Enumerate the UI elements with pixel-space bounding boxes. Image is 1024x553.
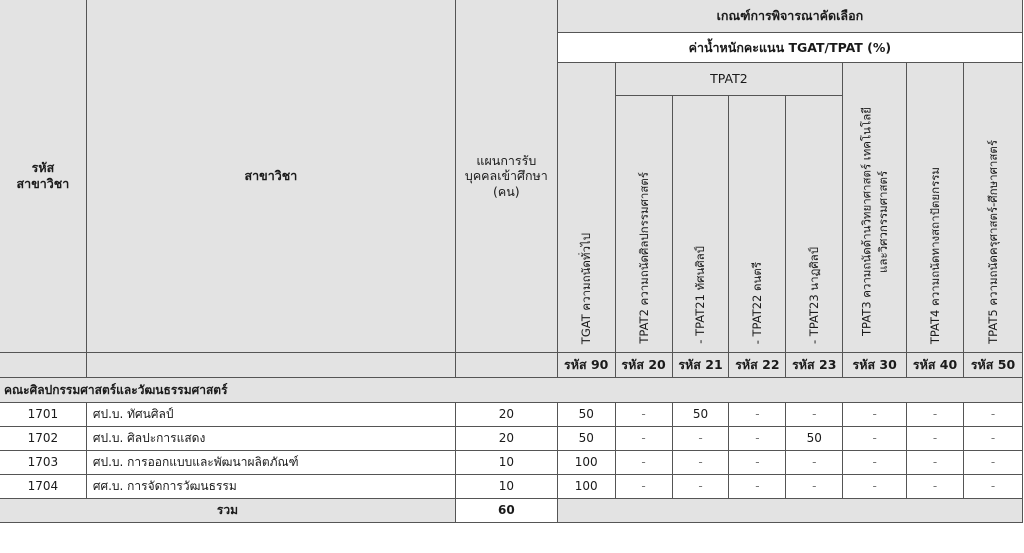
subject-code-4: รหัส 23 xyxy=(786,353,843,378)
score-cell: - xyxy=(615,451,672,475)
total-label: รวม xyxy=(0,499,455,523)
subject-code-5: รหัส 30 xyxy=(843,353,907,378)
table-row xyxy=(0,427,1023,451)
score-cell: - xyxy=(907,427,964,451)
score-cell: 100 xyxy=(557,475,615,499)
code-header: รหัส สาขาวิชา xyxy=(0,0,86,353)
score-cell: 50 xyxy=(672,403,729,427)
score-cell: - xyxy=(786,475,843,499)
subject-header-4: - TPAT23 นาฏศิลป์ xyxy=(786,96,843,353)
row-major: ศป.บ. การออกแบบและพัฒนาผลิตภัณฑ์ xyxy=(86,451,455,475)
score-cell: - xyxy=(963,451,1022,475)
row-major: ศป.บ. ทัศนศิลป์ xyxy=(86,403,455,427)
score-cell: - xyxy=(963,403,1022,427)
table-row xyxy=(0,475,1023,499)
subject-code-7: รหัส 50 xyxy=(963,353,1022,378)
subject-header-1: TPAT2 ความถนัดศิลปกรรมศาสตร์ xyxy=(615,96,672,353)
row-code: 1704 xyxy=(0,475,86,499)
score-cell: - xyxy=(963,427,1022,451)
subject-header-7: TPAT5 ความถนัดครุศาสตร์-ศึกษาศาสตร์ xyxy=(963,63,1022,353)
score-cell: - xyxy=(786,403,843,427)
score-cell: - xyxy=(907,475,964,499)
subject-code-2: รหัส 21 xyxy=(672,353,729,378)
empty-plan-cell xyxy=(455,353,557,378)
row-code: 1701 xyxy=(0,403,86,427)
subject-code-1: รหัส 20 xyxy=(615,353,672,378)
plan-header: แผนการรับ บุคคลเข้าศึกษา (คน) xyxy=(455,0,557,353)
subject-header-0: TGAT ความถนัดทั่วไป xyxy=(557,63,615,353)
score-cell: - xyxy=(729,427,786,451)
score-cell: - xyxy=(615,427,672,451)
row-plan: 20 xyxy=(455,427,557,451)
subject-header-5: TPAT3 ความถนัดด้านวิทยาศาสตร์ เทคโนโลยี และวิศวกรรมศาสตร์ xyxy=(843,63,907,353)
score-cell: - xyxy=(843,427,907,451)
score-cell: 100 xyxy=(557,451,615,475)
subject-header-2: - TPAT21 ทัศนศิลป์ xyxy=(672,96,729,353)
empty-code-cell xyxy=(0,353,86,378)
criteria-header: เกณฑ์การพิจารณาคัดเลือก xyxy=(557,0,1022,33)
tpat2-header: TPAT2 xyxy=(615,63,843,96)
score-cell: - xyxy=(963,475,1022,499)
score-cell: - xyxy=(672,451,729,475)
row-plan: 10 xyxy=(455,475,557,499)
score-cell: - xyxy=(615,475,672,499)
score-cell: - xyxy=(729,475,786,499)
score-cell: - xyxy=(843,451,907,475)
total-value: 60 xyxy=(455,499,557,523)
row-code: 1703 xyxy=(0,451,86,475)
score-cell: - xyxy=(843,403,907,427)
score-cell: 50 xyxy=(557,427,615,451)
score-cell: - xyxy=(672,475,729,499)
row-major: ศศ.บ. การจัดการวัฒนธรรม xyxy=(86,475,455,499)
empty-major-cell xyxy=(86,353,455,378)
score-cell: - xyxy=(843,475,907,499)
score-cell: - xyxy=(729,451,786,475)
total-row xyxy=(0,499,1023,523)
subject-code-3: รหัส 22 xyxy=(729,353,786,378)
subject-header-3: - TPAT22 ดนตรี xyxy=(729,96,786,353)
row-code: 1702 xyxy=(0,427,86,451)
score-cell: - xyxy=(672,427,729,451)
table-row xyxy=(0,403,1023,427)
score-cell: - xyxy=(729,403,786,427)
row-plan: 20 xyxy=(455,403,557,427)
row-major: ศป.บ. ศิลปะการแสดง xyxy=(86,427,455,451)
row-plan: 10 xyxy=(455,451,557,475)
faculty-row: คณะศิลปกรรมศาสตร์และวัฒนธรรมศาสตร์ xyxy=(0,378,1023,403)
score-cell: 50 xyxy=(786,427,843,451)
weight-header: ค่าน้ำหนักคะแนน TGAT/TPAT (%) xyxy=(557,33,1022,63)
score-cell: 50 xyxy=(557,403,615,427)
score-cell: - xyxy=(907,403,964,427)
subject-header-6: TPAT4 ความถนัดทางสถาปัตยกรรม xyxy=(907,63,964,353)
subject-code-6: รหัส 40 xyxy=(907,353,964,378)
score-cell: - xyxy=(615,403,672,427)
subject-code-0: รหัส 90 xyxy=(557,353,615,378)
table-row xyxy=(0,451,1023,475)
major-header: สาขาวิชา xyxy=(86,0,455,353)
total-empty xyxy=(557,499,1022,523)
score-cell: - xyxy=(786,451,843,475)
score-cell: - xyxy=(907,451,964,475)
